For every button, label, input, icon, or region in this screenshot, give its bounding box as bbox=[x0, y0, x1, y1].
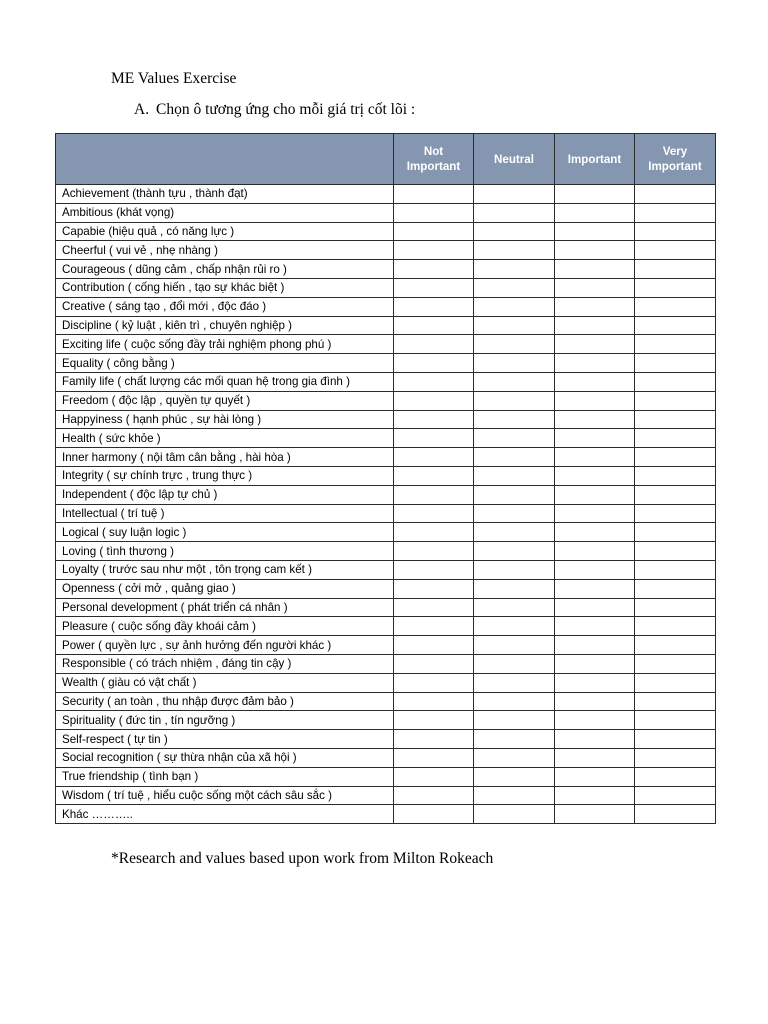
rating-cell-neutral[interactable] bbox=[474, 222, 555, 241]
rating-cell-not-important[interactable] bbox=[394, 598, 474, 617]
header-important: Important bbox=[555, 134, 635, 185]
table-row bbox=[56, 466, 716, 485]
table-row bbox=[56, 805, 716, 824]
rating-cell-neutral[interactable] bbox=[474, 429, 555, 448]
value-label: Independent ( độc lập tự chủ ) bbox=[56, 485, 394, 504]
rating-cell-very-important[interactable] bbox=[635, 335, 716, 354]
rating-cell-very-important[interactable] bbox=[635, 673, 716, 692]
rating-cell-very-important[interactable] bbox=[635, 654, 716, 673]
rating-cell-important[interactable] bbox=[555, 241, 635, 260]
rating-cell-very-important[interactable] bbox=[635, 579, 716, 598]
rating-cell-important[interactable] bbox=[555, 542, 635, 561]
rating-cell-neutral[interactable] bbox=[474, 354, 555, 373]
instruction-marker: A. bbox=[134, 101, 150, 118]
rating-cell-very-important[interactable] bbox=[635, 617, 716, 636]
rating-cell-neutral[interactable] bbox=[474, 316, 555, 335]
value-label: Integrity ( sự chính trực , trung thực ) bbox=[56, 466, 394, 485]
value-label: Freedom ( độc lập , quyền tự quyết ) bbox=[56, 391, 394, 410]
rating-cell-neutral[interactable] bbox=[474, 598, 555, 617]
rating-cell-very-important[interactable] bbox=[635, 730, 716, 749]
rating-cell-important[interactable] bbox=[555, 692, 635, 711]
instruction-line bbox=[134, 101, 415, 119]
table-row bbox=[56, 203, 716, 222]
value-label: True friendship ( tình bạn ) bbox=[56, 767, 394, 786]
rating-cell-not-important[interactable] bbox=[394, 297, 474, 316]
rating-cell-not-important[interactable] bbox=[394, 335, 474, 354]
rating-cell-very-important[interactable] bbox=[635, 410, 716, 429]
rating-cell-not-important[interactable] bbox=[394, 654, 474, 673]
rating-cell-important[interactable] bbox=[555, 185, 635, 204]
value-label: Wisdom ( trí tuệ , hiểu cuộc sống một cách sâu sắc ) bbox=[56, 786, 394, 805]
rating-cell-important[interactable] bbox=[555, 805, 635, 824]
table-row bbox=[56, 579, 716, 598]
value-label: Power ( quyền lực , sự ảnh hưởng đến người khác ) bbox=[56, 636, 394, 655]
rating-cell-neutral[interactable] bbox=[474, 542, 555, 561]
rating-cell-very-important[interactable] bbox=[635, 560, 716, 579]
header-neutral: Neutral bbox=[474, 134, 555, 185]
rating-cell-very-important[interactable] bbox=[635, 636, 716, 655]
rating-cell-important[interactable] bbox=[555, 466, 635, 485]
rating-cell-very-important[interactable] bbox=[635, 767, 716, 786]
rating-cell-not-important[interactable] bbox=[394, 617, 474, 636]
rating-cell-very-important[interactable] bbox=[635, 316, 716, 335]
value-label: Social recognition ( sự thừa nhận của xã hội ) bbox=[56, 748, 394, 767]
rating-cell-neutral[interactable] bbox=[474, 617, 555, 636]
table-row bbox=[56, 372, 716, 391]
rating-cell-not-important[interactable] bbox=[394, 673, 474, 692]
rating-cell-neutral[interactable] bbox=[474, 730, 555, 749]
rating-cell-not-important[interactable] bbox=[394, 730, 474, 749]
table-row bbox=[56, 673, 716, 692]
rating-cell-neutral[interactable] bbox=[474, 711, 555, 730]
rating-cell-not-important[interactable] bbox=[394, 748, 474, 767]
rating-cell-very-important[interactable] bbox=[635, 354, 716, 373]
rating-cell-not-important[interactable] bbox=[394, 203, 474, 222]
rating-cell-very-important[interactable] bbox=[635, 185, 716, 204]
rating-cell-important[interactable] bbox=[555, 222, 635, 241]
value-label: Inner harmony ( nội tâm cân bằng , hài hòa ) bbox=[56, 448, 394, 467]
rating-cell-neutral[interactable] bbox=[474, 560, 555, 579]
value-label: Exciting life ( cuộc sống đầy trải nghiệm phong phú ) bbox=[56, 335, 394, 354]
rating-cell-not-important[interactable] bbox=[394, 542, 474, 561]
rating-cell-not-important[interactable] bbox=[394, 222, 474, 241]
rating-cell-important[interactable] bbox=[555, 297, 635, 316]
rating-cell-neutral[interactable] bbox=[474, 692, 555, 711]
value-label: Intellectual ( trí tuệ ) bbox=[56, 504, 394, 523]
rating-cell-neutral[interactable] bbox=[474, 391, 555, 410]
rating-cell-important[interactable] bbox=[555, 260, 635, 279]
rating-cell-neutral[interactable] bbox=[474, 654, 555, 673]
value-label: Equality ( công bằng ) bbox=[56, 354, 394, 373]
rating-cell-important[interactable] bbox=[555, 354, 635, 373]
rating-cell-important[interactable] bbox=[555, 767, 635, 786]
table-row bbox=[56, 335, 716, 354]
header-very-important: Very Important bbox=[635, 134, 716, 185]
value-label: Capabie (hiệu quả , có năng lực ) bbox=[56, 222, 394, 241]
value-label: Pleasure ( cuộc sống đầy khoái cảm ) bbox=[56, 617, 394, 636]
rating-cell-not-important[interactable] bbox=[394, 692, 474, 711]
rating-cell-neutral[interactable] bbox=[474, 748, 555, 767]
table-row bbox=[56, 636, 716, 655]
rating-cell-not-important[interactable] bbox=[394, 560, 474, 579]
rating-cell-important[interactable] bbox=[555, 730, 635, 749]
rating-cell-important[interactable] bbox=[555, 504, 635, 523]
table-row bbox=[56, 448, 716, 467]
rating-cell-not-important[interactable] bbox=[394, 185, 474, 204]
rating-cell-important[interactable] bbox=[555, 203, 635, 222]
rating-cell-neutral[interactable] bbox=[474, 297, 555, 316]
value-label: Logical ( suy luận logic ) bbox=[56, 523, 394, 542]
rating-cell-neutral[interactable] bbox=[474, 203, 555, 222]
rating-cell-important[interactable] bbox=[555, 429, 635, 448]
rating-cell-not-important[interactable] bbox=[394, 260, 474, 279]
rating-cell-important[interactable] bbox=[555, 636, 635, 655]
rating-cell-important[interactable] bbox=[555, 278, 635, 297]
rating-cell-not-important[interactable] bbox=[394, 241, 474, 260]
table-row bbox=[56, 598, 716, 617]
rating-cell-not-important[interactable] bbox=[394, 448, 474, 467]
rating-cell-not-important[interactable] bbox=[394, 466, 474, 485]
table-row bbox=[56, 730, 716, 749]
rating-cell-important[interactable] bbox=[555, 673, 635, 692]
rating-cell-important[interactable] bbox=[555, 786, 635, 805]
rating-cell-neutral[interactable] bbox=[474, 185, 555, 204]
rating-cell-not-important[interactable] bbox=[394, 410, 474, 429]
values-table bbox=[55, 133, 716, 824]
rating-cell-important[interactable] bbox=[555, 598, 635, 617]
value-label: Personal development ( phát triển cá nhân ) bbox=[56, 598, 394, 617]
rating-cell-important[interactable] bbox=[555, 579, 635, 598]
rating-cell-important[interactable] bbox=[555, 560, 635, 579]
table-row bbox=[56, 391, 716, 410]
value-label: Responsible ( có trách nhiệm , đáng tin cậy ) bbox=[56, 654, 394, 673]
value-label: Self-respect ( tự tin ) bbox=[56, 730, 394, 749]
rating-cell-not-important[interactable] bbox=[394, 504, 474, 523]
value-label: Openness ( cởi mở , quảng giao ) bbox=[56, 579, 394, 598]
rating-cell-important[interactable] bbox=[555, 617, 635, 636]
rating-cell-not-important[interactable] bbox=[394, 391, 474, 410]
table-row bbox=[56, 316, 716, 335]
value-label: Family life ( chất lượng các mối quan hệ trong gia đình ) bbox=[56, 372, 394, 391]
value-label: Loyalty ( trước sau như một , tôn trọng cam kết ) bbox=[56, 560, 394, 579]
table-row bbox=[56, 241, 716, 260]
rating-cell-very-important[interactable] bbox=[635, 372, 716, 391]
rating-cell-important[interactable] bbox=[555, 654, 635, 673]
rating-cell-neutral[interactable] bbox=[474, 466, 555, 485]
rating-cell-very-important[interactable] bbox=[635, 598, 716, 617]
value-label: Khác ……….. bbox=[56, 805, 394, 824]
rating-cell-not-important[interactable] bbox=[394, 485, 474, 504]
rating-cell-very-important[interactable] bbox=[635, 711, 716, 730]
table-row bbox=[56, 654, 716, 673]
rating-cell-not-important[interactable] bbox=[394, 579, 474, 598]
rating-cell-not-important[interactable] bbox=[394, 354, 474, 373]
table-row bbox=[56, 222, 716, 241]
header-not-important: Not Important bbox=[394, 134, 474, 185]
document-title: ME Values Exercise bbox=[111, 70, 237, 87]
rating-cell-not-important[interactable] bbox=[394, 429, 474, 448]
rating-cell-not-important[interactable] bbox=[394, 523, 474, 542]
rating-cell-very-important[interactable] bbox=[635, 222, 716, 241]
table-row bbox=[56, 278, 716, 297]
value-label: Spirituality ( đức tin , tín ngưỡng ) bbox=[56, 711, 394, 730]
table-row bbox=[56, 485, 716, 504]
rating-cell-neutral[interactable] bbox=[474, 523, 555, 542]
table-row bbox=[56, 297, 716, 316]
table-row bbox=[56, 504, 716, 523]
rating-cell-very-important[interactable] bbox=[635, 485, 716, 504]
rating-cell-important[interactable] bbox=[555, 485, 635, 504]
rating-cell-neutral[interactable] bbox=[474, 372, 555, 391]
value-label: Happyiness ( hạnh phúc , sự hài lòng ) bbox=[56, 410, 394, 429]
rating-cell-important[interactable] bbox=[555, 335, 635, 354]
rating-cell-neutral[interactable] bbox=[474, 278, 555, 297]
table-row bbox=[56, 560, 716, 579]
rating-cell-very-important[interactable] bbox=[635, 448, 716, 467]
rating-cell-not-important[interactable] bbox=[394, 372, 474, 391]
rating-cell-very-important[interactable] bbox=[635, 241, 716, 260]
rating-cell-neutral[interactable] bbox=[474, 260, 555, 279]
table-row bbox=[56, 748, 716, 767]
table-row bbox=[56, 767, 716, 786]
table-row bbox=[56, 542, 716, 561]
table-row bbox=[56, 185, 716, 204]
rating-cell-very-important[interactable] bbox=[635, 805, 716, 824]
rating-cell-important[interactable] bbox=[555, 391, 635, 410]
rating-cell-neutral[interactable] bbox=[474, 636, 555, 655]
table-row bbox=[56, 692, 716, 711]
rating-cell-neutral[interactable] bbox=[474, 504, 555, 523]
value-label: Ambitious (khát vọng) bbox=[56, 203, 394, 222]
value-label: Achievement (thành tựu , thành đạt) bbox=[56, 185, 394, 204]
value-label: Health ( sức khỏe ) bbox=[56, 429, 394, 448]
rating-cell-important[interactable] bbox=[555, 316, 635, 335]
rating-cell-very-important[interactable] bbox=[635, 278, 716, 297]
rating-cell-not-important[interactable] bbox=[394, 786, 474, 805]
table-row bbox=[56, 786, 716, 805]
rating-cell-neutral[interactable] bbox=[474, 767, 555, 786]
rating-cell-very-important[interactable] bbox=[635, 748, 716, 767]
value-label: Creative ( sáng tạo , đổi mới , độc đáo ) bbox=[56, 297, 394, 316]
table-row bbox=[56, 617, 716, 636]
rating-cell-very-important[interactable] bbox=[635, 466, 716, 485]
rating-cell-neutral[interactable] bbox=[474, 485, 555, 504]
table-row bbox=[56, 711, 716, 730]
rating-cell-not-important[interactable] bbox=[394, 711, 474, 730]
rating-cell-neutral[interactable] bbox=[474, 241, 555, 260]
rating-cell-very-important[interactable] bbox=[635, 429, 716, 448]
rating-cell-neutral[interactable] bbox=[474, 805, 555, 824]
table-row bbox=[56, 410, 716, 429]
rating-cell-very-important[interactable] bbox=[635, 692, 716, 711]
rating-cell-not-important[interactable] bbox=[394, 636, 474, 655]
rating-cell-not-important[interactable] bbox=[394, 805, 474, 824]
rating-cell-important[interactable] bbox=[555, 523, 635, 542]
table-row bbox=[56, 523, 716, 542]
rating-cell-neutral[interactable] bbox=[474, 448, 555, 467]
table-row bbox=[56, 429, 716, 448]
rating-cell-neutral[interactable] bbox=[474, 579, 555, 598]
rating-cell-very-important[interactable] bbox=[635, 542, 716, 561]
rating-cell-important[interactable] bbox=[555, 711, 635, 730]
rating-cell-neutral[interactable] bbox=[474, 786, 555, 805]
rating-cell-very-important[interactable] bbox=[635, 297, 716, 316]
rating-cell-important[interactable] bbox=[555, 448, 635, 467]
rating-cell-very-important[interactable] bbox=[635, 391, 716, 410]
rating-cell-not-important[interactable] bbox=[394, 278, 474, 297]
rating-cell-not-important[interactable] bbox=[394, 767, 474, 786]
table-row bbox=[56, 354, 716, 373]
value-label: Contribution ( cống hiến , tạo sự khác biệt ) bbox=[56, 278, 394, 297]
rating-cell-neutral[interactable] bbox=[474, 673, 555, 692]
value-label: Discipline ( kỷ luật , kiên trì , chuyên nghiệp ) bbox=[56, 316, 394, 335]
footnote: *Research and values based upon work from Milton Rokeach bbox=[111, 850, 494, 867]
table-header-row bbox=[56, 134, 716, 185]
rating-cell-very-important[interactable] bbox=[635, 504, 716, 523]
value-label: Courageous ( dũng cảm , chấp nhận rủi ro ) bbox=[56, 260, 394, 279]
rating-cell-very-important[interactable] bbox=[635, 260, 716, 279]
rating-cell-important[interactable] bbox=[555, 748, 635, 767]
rating-cell-very-important[interactable] bbox=[635, 786, 716, 805]
rating-cell-important[interactable] bbox=[555, 410, 635, 429]
table-row bbox=[56, 260, 716, 279]
value-label: Security ( an toàn , thu nhập được đảm bảo ) bbox=[56, 692, 394, 711]
rating-cell-very-important[interactable] bbox=[635, 523, 716, 542]
table-body bbox=[56, 185, 716, 824]
rating-cell-neutral[interactable] bbox=[474, 335, 555, 354]
value-label: Loving ( tình thương ) bbox=[56, 542, 394, 561]
rating-cell-very-important[interactable] bbox=[635, 203, 716, 222]
value-label: Wealth ( giàu có vật chất ) bbox=[56, 673, 394, 692]
rating-cell-not-important[interactable] bbox=[394, 316, 474, 335]
rating-cell-important[interactable] bbox=[555, 372, 635, 391]
header-value bbox=[56, 134, 394, 185]
value-label: Cheerful ( vui vẻ , nhẹ nhàng ) bbox=[56, 241, 394, 260]
instruction-text: Chọn ô tương ứng cho mỗi giá trị cốt lõi : bbox=[156, 101, 416, 118]
rating-cell-neutral[interactable] bbox=[474, 410, 555, 429]
